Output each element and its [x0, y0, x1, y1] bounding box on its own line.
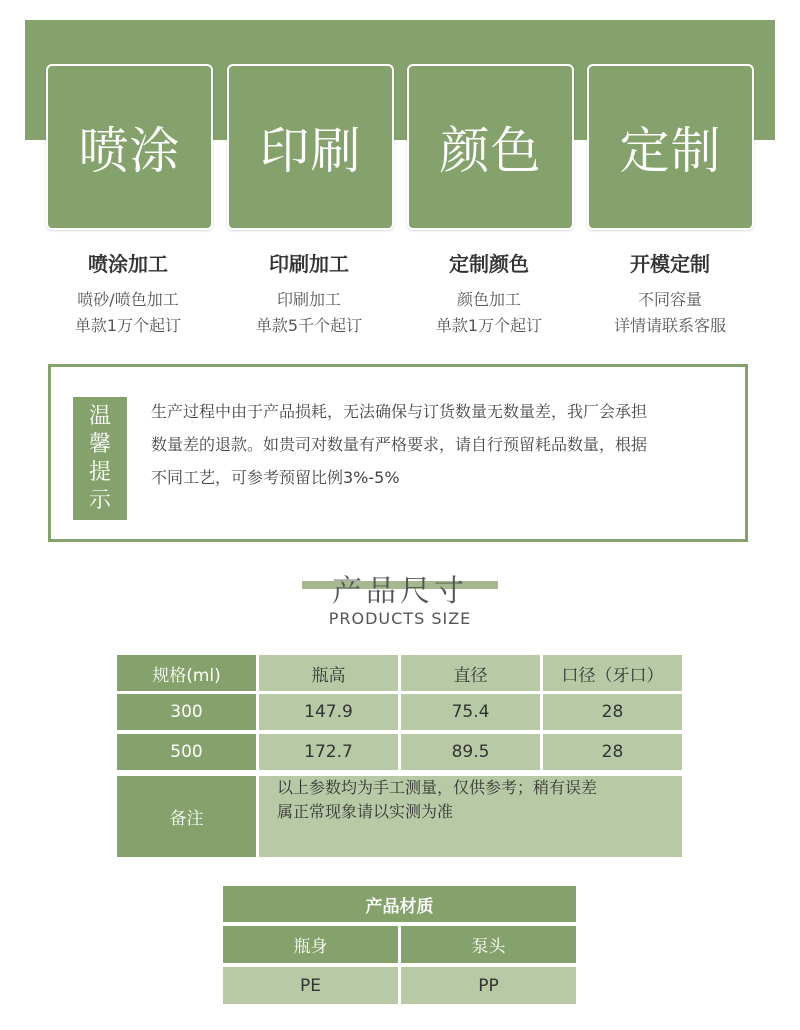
notice-tag-char: 提 [88, 459, 111, 485]
notice-tag-char: 温 [88, 403, 111, 429]
tile-custom [587, 64, 754, 230]
caption-spray [38, 248, 218, 339]
tile-label: 印刷 [259, 122, 362, 180]
size-header-diameter: 直径 [401, 655, 540, 691]
table-cell: 28 [543, 694, 682, 730]
material-header-body: 瓶身 [223, 926, 398, 963]
caption-color [399, 248, 579, 339]
caption-line: 单款1万个起订 [74, 316, 182, 335]
caption-line: 印刷加工 [276, 290, 341, 309]
caption-line: 喷砂/喷色加工 [77, 290, 179, 309]
size-header-height: 瓶高 [259, 655, 398, 691]
material-value-pump: PP [401, 967, 576, 1004]
table-cell: 28 [543, 734, 682, 770]
size-header-spec: 规格(ml) [117, 655, 256, 691]
caption-line: 颜色加工 [456, 290, 521, 309]
notice-line: 不同工艺，可参考预留比例3%-5% [151, 468, 400, 487]
material-value-body: PE [223, 967, 398, 1004]
caption-title: 定制颜色 [449, 252, 529, 276]
caption-line: 不同容量 [637, 290, 702, 309]
tile-spray [46, 64, 213, 230]
notice-tag-char: 示 [88, 487, 111, 513]
note-text [259, 776, 682, 857]
section-subtitle: PRODUCTS SIZE [328, 609, 472, 628]
notice-text [151, 395, 741, 494]
material-title: 产品材质 [223, 886, 576, 922]
tile-print [227, 64, 394, 230]
notice-tag-char: 馨 [88, 431, 111, 457]
notice-tag [73, 397, 127, 520]
size-header-neck: 口径（牙口） [543, 655, 682, 691]
notice-line: 生产过程中由于产品损耗，无法确保与订货数量无数量差，我厂会承担 [151, 402, 648, 421]
tile-label: 颜色 [439, 122, 542, 180]
notice-box [48, 364, 748, 542]
caption-title: 喷涂加工 [88, 252, 168, 276]
note-line: 以上参数均为手工测量，仅供参考；稍有误差 [277, 778, 598, 797]
tile-color [407, 64, 574, 230]
tile-label: 喷涂 [78, 122, 181, 180]
note-line: 属正常现象请以实测为准 [277, 802, 454, 821]
table-cell: 89.5 [401, 734, 540, 770]
caption-title: 印刷加工 [269, 252, 349, 276]
material-header-pump: 泵头 [401, 926, 576, 963]
caption-print [219, 248, 399, 339]
table-cell: 75.4 [401, 694, 540, 730]
caption-custom [580, 248, 760, 339]
caption-line: 详情请联系客服 [613, 316, 726, 335]
notice-line: 数量差的退款。如贵司对数量有严格要求，请自行预留耗品数量，根据 [151, 435, 648, 454]
table-cell-spec: 300 [117, 694, 256, 730]
tile-label: 定制 [619, 122, 722, 180]
table-cell: 147.9 [259, 694, 398, 730]
caption-line: 单款1万个起订 [435, 316, 543, 335]
caption-line: 单款5千个起订 [255, 316, 363, 335]
note-label: 备注 [117, 776, 256, 857]
caption-title: 开模定制 [630, 252, 710, 276]
section-title: 产品尺寸 [332, 574, 468, 609]
table-cell-spec: 500 [117, 734, 256, 770]
table-cell: 172.7 [259, 734, 398, 770]
